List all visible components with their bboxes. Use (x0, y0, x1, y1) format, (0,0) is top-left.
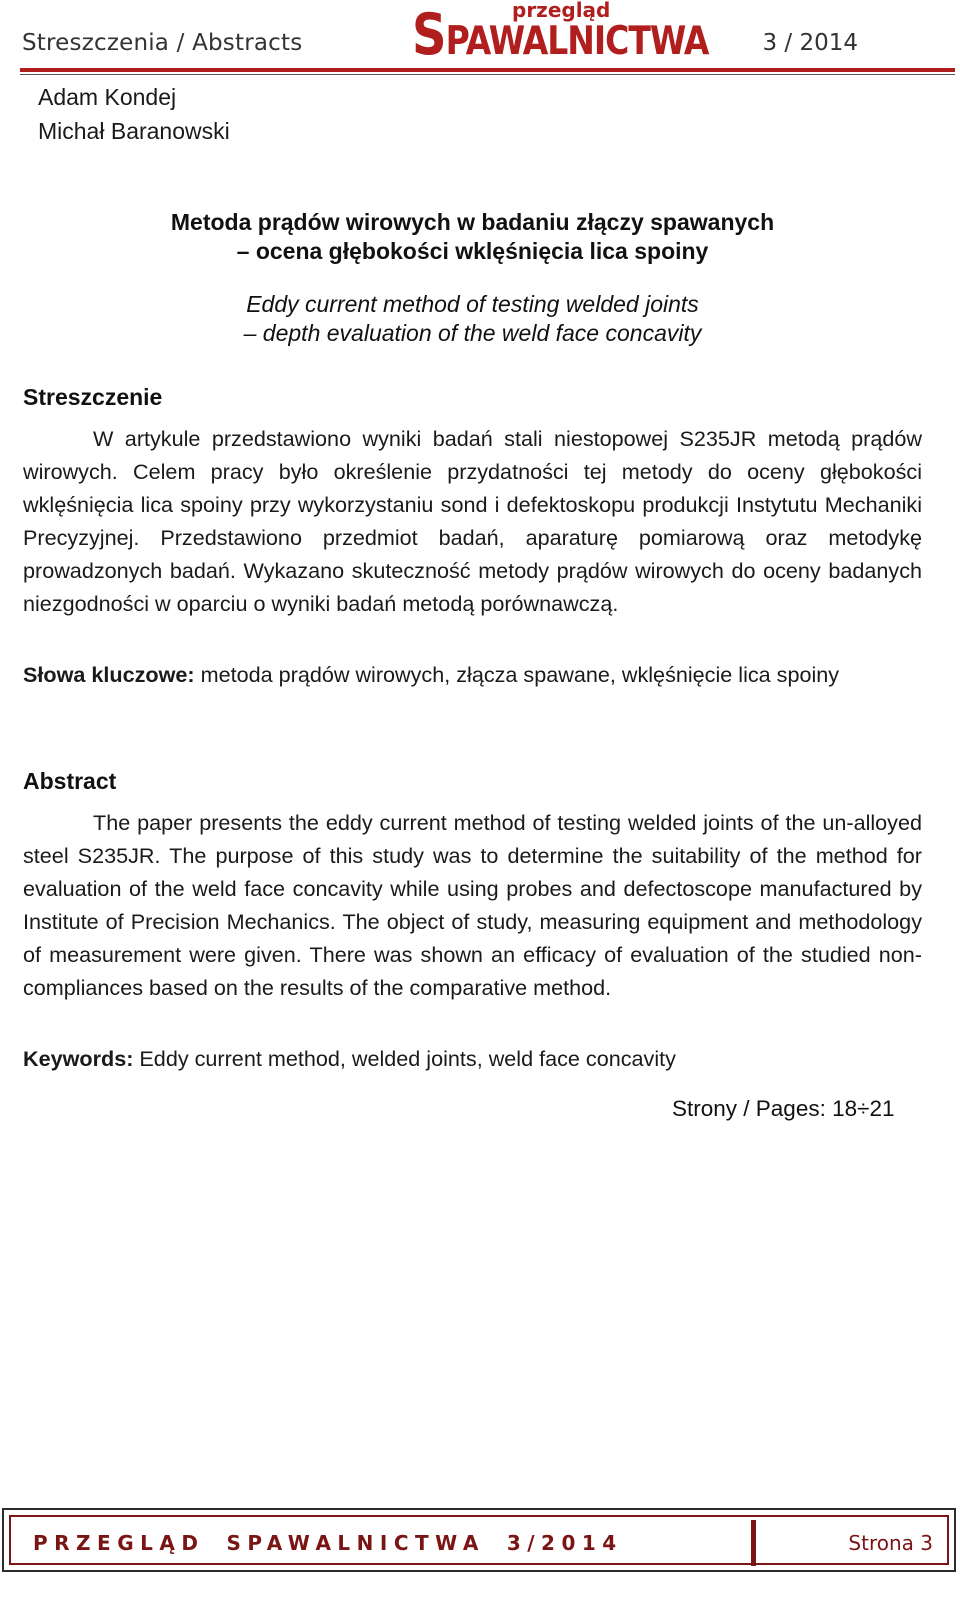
header-rule-thick (20, 68, 955, 72)
streszczenie-heading: Streszczenie (23, 384, 163, 410)
streszczenie-body: W artykule przedstawiono wyniki badań stali niestopowej S235JR metodą prądów wirowych. Celem pracy było określenie przydatności tej metody do oceny głębokości wklęśnięcia lica spoiny przy wykorzystaniu sond i defektoskopu produkcji Instytutu Mechaniki Precyzyjnej. Przedstawiono przedmiot badań, aparaturę pomiarową oraz metodykę prowadzonych badań. Wykazano skuteczność metody prądów wirowych do oceny badanych niezgodności w oparciu o wyniki badań metodą porównawczą. (23, 426, 922, 616)
page-range: Strony / Pages: 18÷21 (672, 1096, 895, 1121)
logo-small-text: przegląd (512, 0, 611, 22)
author-name: Michał Baranowski (38, 118, 230, 144)
footer-page-number: Strona 3 (848, 1531, 933, 1555)
footer-word2: SPAWALNICTWA (226, 1531, 485, 1555)
title-line: Eddy current method of testing welded joints (246, 291, 699, 317)
author-name: Adam Kondej (38, 84, 177, 110)
footer-journal-box (14, 1520, 756, 1566)
footer-word1: PRZEGLĄD (33, 1531, 205, 1555)
keywords-label-en: Keywords: (23, 1046, 134, 1071)
header-section-label: Streszczenia / Abstracts (22, 30, 303, 56)
abstract-text (23, 806, 922, 1004)
authors (38, 80, 230, 148)
keywords-label-pl: Słowa kluczowe: (23, 662, 195, 687)
title-english (0, 290, 945, 348)
abstract-body: The paper presents the eddy current method of testing welded joints of the un-alloyed steel S235JR. The purpose of this study was to determine the suitability of the method for evaluation of the weld face concavity while using probes and defectoscope manufactured by Institute of Precision Mechanics. The object of study, measuring equipment and methodology of measurement were given. There was shown an efficacy of evaluation of the studied non-compliances based on the results of the comparative method. (23, 810, 922, 1000)
streszczenie-keywords (23, 658, 922, 691)
footer-issue: 3/2014 (506, 1531, 623, 1555)
header-issue: 3 / 2014 (762, 30, 858, 56)
abstract-heading: Abstract (23, 768, 117, 794)
abstract-keywords (23, 1042, 922, 1075)
header-rule-thin (20, 74, 955, 75)
title-polish (0, 208, 945, 266)
keywords-pl: metoda prądów wirowych, złącza spawane, wklęśnięcie lica spoiny (194, 662, 840, 687)
footer-journal-name (33, 1531, 645, 1555)
logo-initial: S (412, 2, 446, 69)
keywords-en: Eddy current method, welded joints, weld face concavity (133, 1046, 676, 1071)
journal-logo (412, 0, 709, 69)
footer-inner-frame (9, 1515, 949, 1565)
title-line: – ocena głębokości wklęśnięcia lica spoiny (236, 238, 709, 264)
logo-big-text (412, 2, 708, 68)
streszczenie-text (23, 422, 922, 620)
page-footer (2, 1508, 956, 1572)
title-line: Metoda prądów wirowych w badaniu złączy spawanych (170, 209, 775, 235)
logo-rest: PAWALNICTWA (445, 17, 709, 64)
title-line: – depth evaluation of the weld face concavity (243, 320, 702, 346)
